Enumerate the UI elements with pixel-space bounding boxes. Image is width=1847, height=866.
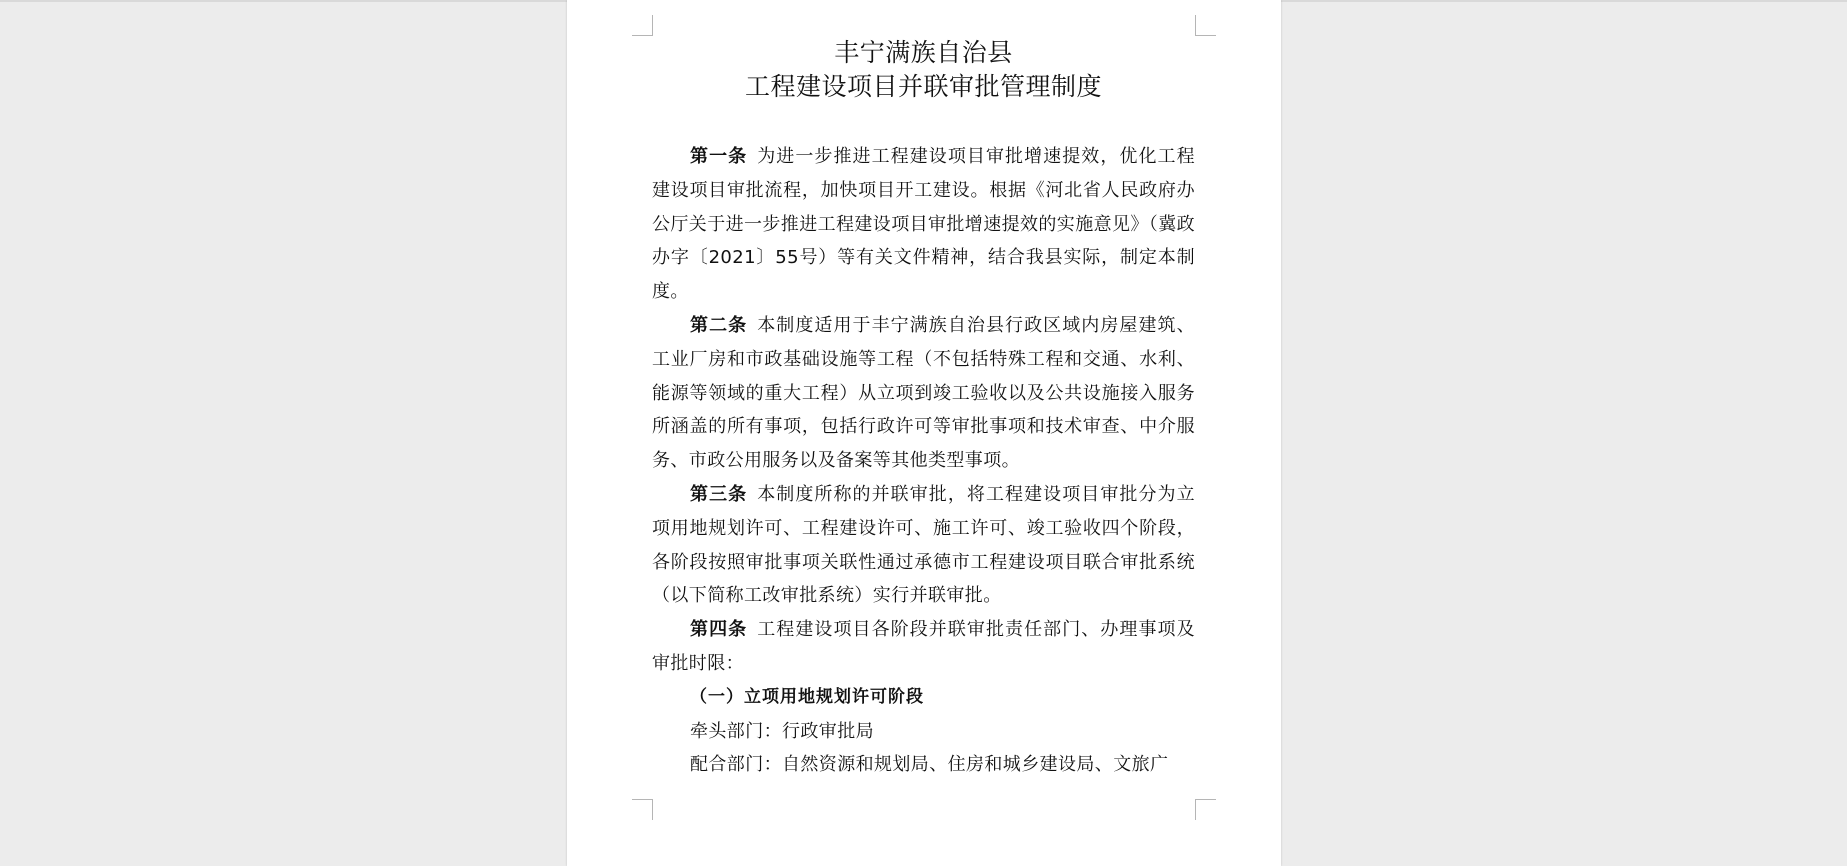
article-1-text: 为进一步推进工程建设项目审批增速提效，优化工程建设项目审批流程，加快项目开工建设。根据《河北省人民政府办公厅关于进一步推进工程建设项目审批增速提效的实施意见》（冀政办字〔2021〕55号）等有关文件精神，结合我县实际，制定本制度。 [652, 146, 1196, 303]
article-3 [652, 478, 1195, 613]
article-2-label: 第二条 [690, 314, 748, 336]
lead-department: 牵头部门：行政审批局 [690, 720, 874, 742]
cooperating-departments: 配合部门：自然资源和规划局、住房和城乡建设局、文旅广 [690, 754, 1169, 776]
document-page [567, 0, 1281, 866]
margin-mark-bottom-left [632, 799, 653, 820]
title-line-2: 工程建设项目并联审批管理制度 [744, 72, 1102, 101]
section-1-title: （一）立项用地规划许可阶段 [690, 686, 924, 707]
article-3-text: 本制度所称的并联审批，将工程建设项目审批分为立项用地规划许可、工程建设许可、施工许可、竣工验收四个阶段，各阶段按照审批事项关联性通过承德市工程建设项目联合审批系统（以下简称工改审批系统）实行并联审批。 [652, 483, 1196, 607]
article-1-label: 第一条 [690, 146, 748, 167]
article-2-text: 本制度适用于丰宁满族自治县行政区域内房屋建筑、工业厂房和市政基础设施等工程（不包括特殊工程和交通、水利、能源等领域的重大工程）从立项到竣工验收以及公共设施接入服务所涵盖的所有事项，包括行政许可等审批事项和技术审查、中介服务、市政公用服务以及备案等其他类型事项。 [652, 314, 1196, 472]
article-2 [652, 309, 1195, 478]
article-4-text: 工程建设项目各阶段并联审批责任部门、办理事项及审批时限： [652, 619, 1196, 674]
margin-mark-top-left [632, 15, 653, 36]
page-content [652, 36, 1195, 782]
article-4 [652, 613, 1195, 681]
article-4-label: 第四条 [690, 619, 748, 641]
article-1 [652, 140, 1195, 309]
margin-mark-bottom-right [1195, 799, 1216, 820]
title-line-1: 丰宁满族自治县 [834, 38, 1013, 67]
margin-mark-top-right [1195, 15, 1216, 36]
article-3-label: 第三条 [690, 483, 748, 505]
